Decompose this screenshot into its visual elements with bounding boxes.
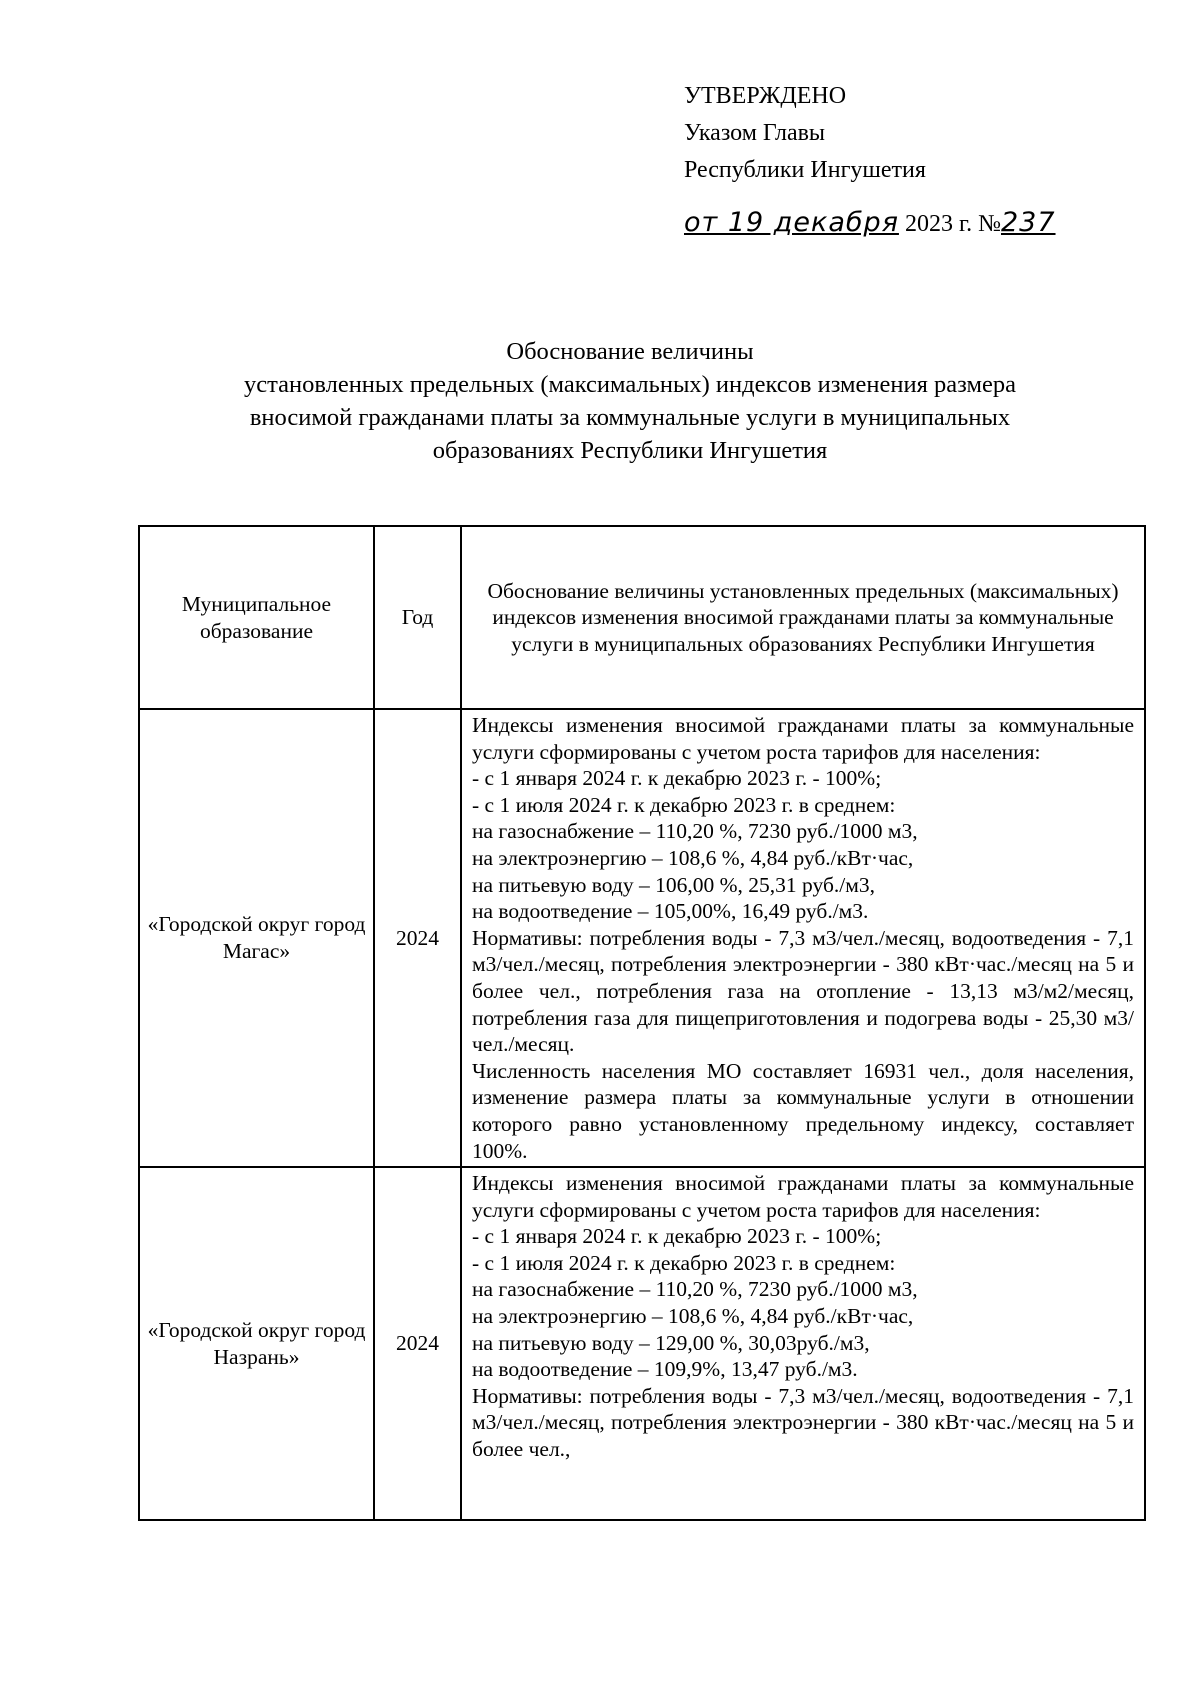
- title-line-1: Обоснование величины: [506, 338, 754, 365]
- title-line-4: образованиях Республики Ингушетия: [432, 437, 828, 464]
- justification-table: [138, 525, 1146, 1521]
- justification-line: на газоснабжение – 110,20 %, 7230 руб./1000 м3,: [472, 1277, 918, 1302]
- justification-line: Индексы изменения вносимой гражданами платы за коммунальные услуги сформированы с учетом роста тарифов для населения:: [472, 713, 1134, 764]
- justification-line: на электроэнергию – 108,6 %, 4,84 руб./кВт·час,: [472, 845, 914, 870]
- year-cell: 2024: [374, 709, 461, 1167]
- title-line-2: установленных предельных (максимальных) индексов изменения размера: [243, 371, 1016, 398]
- handwritten-number: 237: [1000, 207, 1056, 238]
- justification-cut-container: [472, 1170, 1134, 1515]
- approval-line-1: Указом Главы: [684, 120, 826, 146]
- justification-line: на электроэнергию – 108,6 %, 4,84 руб./кВт·час,: [472, 1304, 914, 1329]
- justification-line: на водоотведение – 105,00%, 16,49 руб./м3.: [472, 899, 869, 924]
- justification-line: - с 1 июля 2024 г. к декабрю 2023 г. в среднем:: [472, 792, 896, 817]
- justification-line: на питьевую воду – 129,00 %, 30,03руб./м3,: [472, 1330, 870, 1355]
- handwritten-date: от 19 декабря: [684, 207, 899, 238]
- justification-cell: [461, 1167, 1145, 1520]
- header-justification: Обоснование величины установленных предельных (максимальных) индексов изменения вносимой гражданами платы за коммунальные услуги в муниципальных образованиях Республики Ингушетия: [461, 526, 1145, 709]
- document-title: [160, 335, 1100, 467]
- title-line-3: вносимой гражданами платы за коммунальные услуги в муниципальных: [249, 404, 1011, 431]
- justification-line: Нормативы: потребления воды - 7,3 м3/чел./месяц, водоотведения - 7,1 м3/чел./месяц, потребления электроэнергии - 380 кВт·час./месяц на 5 и более чел.,: [472, 1383, 1134, 1462]
- justification-line: Численность населения МО составляет 16931 чел., доля населения, изменение размера платы за коммунальные услуги в отношении которого равно установленному предельному индексу, составляет 100%.: [472, 1058, 1134, 1163]
- approval-date-line: [684, 204, 1056, 243]
- date-year: 2023 г. №: [904, 211, 1001, 237]
- justification-line: Индексы изменения вносимой гражданами платы за коммунальные услуги сформированы с учетом роста тарифов для населения:: [472, 1171, 1134, 1222]
- justification-line: - с 1 января 2024 г. к декабрю 2023 г. - 100%;: [472, 766, 882, 791]
- municipality-cell: «Городской округ город Назрань»: [139, 1167, 374, 1520]
- header-year: Год: [374, 526, 461, 709]
- justification-line: на питьевую воду – 106,00 %, 25,31 руб./м3,: [472, 872, 875, 897]
- justification-line: на газоснабжение – 110,20 %, 7230 руб./1000 м3,: [472, 819, 918, 844]
- justification-cell: [461, 709, 1145, 1167]
- header-municipality: Муниципальное образование: [139, 526, 374, 709]
- approval-block: [684, 78, 1056, 243]
- table-header-row: [139, 526, 1145, 709]
- justification-line: Нормативы: потребления воды - 7,3 м3/чел./месяц, водоотведения - 7,1 м3/чел./месяц, потребления электроэнергии - 380 кВт·час./месяц на 5 и более чел., потребления газа на отопление - 13,13 м3/м2/месяц, потребления газа для пищеприготовления и подогрева воды - 25,30 м3/чел./месяц.: [472, 925, 1134, 1057]
- municipality-cell: «Городской округ город Магас»: [139, 709, 374, 1167]
- table-row: [139, 709, 1145, 1167]
- approval-line-2: Республики Ингушетия: [684, 157, 926, 183]
- table-row: [139, 1167, 1145, 1520]
- approved-label: УТВЕРЖДЕНО: [684, 83, 847, 109]
- justification-line: - с 1 июля 2024 г. к декабрю 2023 г. в среднем:: [472, 1250, 896, 1275]
- year-cell: 2024: [374, 1167, 461, 1520]
- justification-line: на водоотведение – 109,9%, 13,47 руб./м3.: [472, 1357, 858, 1382]
- justification-line: - с 1 января 2024 г. к декабрю 2023 г. - 100%;: [472, 1224, 882, 1249]
